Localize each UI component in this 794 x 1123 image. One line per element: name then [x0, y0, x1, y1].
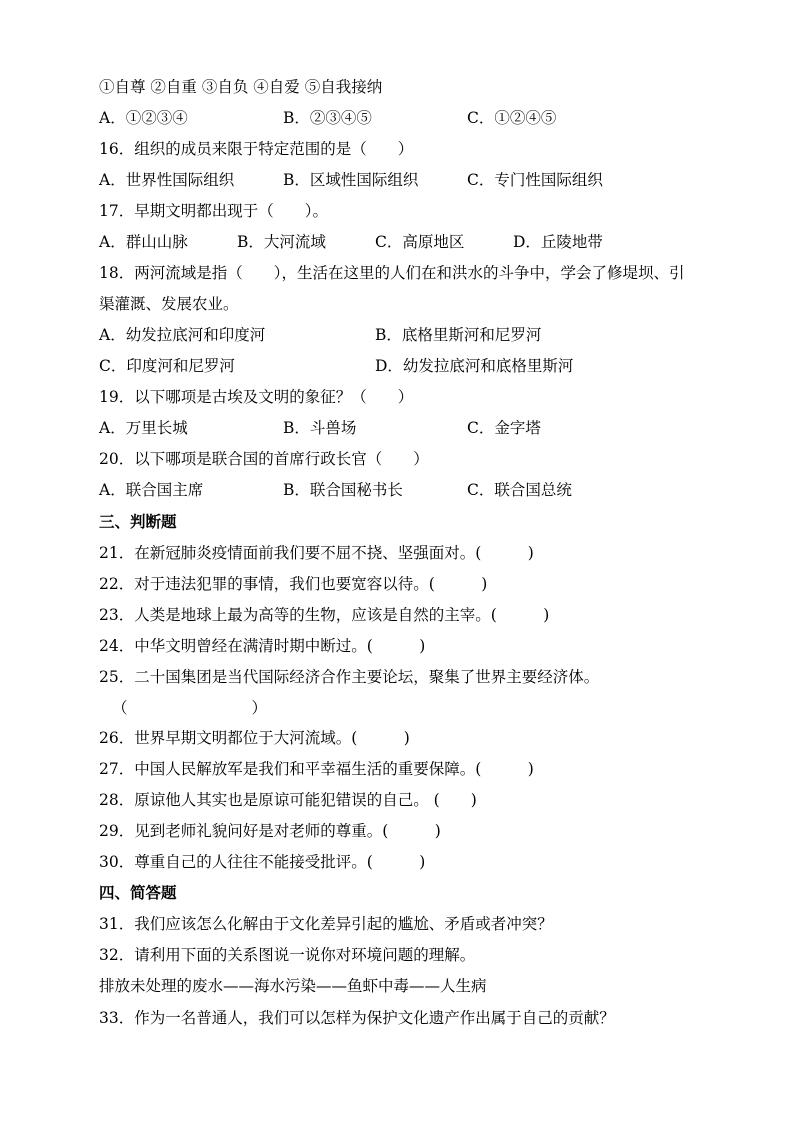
q18-option-c: C．印度河和尼罗河	[99, 357, 235, 375]
q20-option-a: A．联合国主席	[99, 481, 204, 499]
q17-stem: 17．早期文明都出现于（ ）。	[99, 202, 328, 220]
q18-stem-line2: 渠灌溉、发展农业。	[99, 295, 239, 313]
short-item-32: 32．请利用下面的关系图说一说你对环境问题的理解。	[99, 946, 476, 964]
q17-option-b: B．大河流域	[237, 233, 326, 251]
q19-option-c: C．金字塔	[467, 419, 541, 437]
q18-option-a: A．幼发拉底河和印度河	[99, 326, 266, 344]
q19-option-b: B．斗兽场	[283, 419, 357, 437]
judge-item-21: 21．在新冠肺炎疫情面前我们要不屈不挠、坚强面对。( )	[99, 544, 534, 562]
relationship-chain: 排放未处理的废水——海水污染——鱼虾中毒——人生病	[99, 977, 487, 995]
q15-option-c: C．①②④⑤	[467, 109, 557, 127]
q18-option-b: B．底格里斯河和尼罗河	[375, 326, 542, 344]
section-heading-short-answer: 四、简答题	[99, 884, 177, 902]
short-item-33: 33．作为一名普通人，我们可以怎样为保护文化遗产作出属于自己的贡献？	[99, 1009, 615, 1027]
judge-item-28: 28．原谅他人其实也是原谅可能犯错误的自己。 ( )	[99, 791, 477, 809]
q19-option-a: A．万里长城	[99, 419, 188, 437]
q20-option-b: B．联合国秘书长	[283, 481, 403, 499]
judge-item-22: 22．对于违法犯罪的事情，我们也要宽容以待。( )	[99, 575, 488, 593]
q15-option-b: B．②③④⑤	[283, 109, 372, 127]
judge-item-24: 24．中华文明曾经在满清时期中断过。( )	[99, 637, 426, 655]
judge-item-27: 27．中国人民解放军是我们和平幸福生活的重要保障。( )	[99, 760, 534, 778]
judge-item-23: 23．人类是地球上最为高等的生物，应该是自然的主宰。( )	[99, 606, 550, 624]
q17-option-a: A．群山山脉	[99, 233, 188, 251]
q18-option-d: D．幼发拉底河和底格里斯河	[375, 357, 574, 375]
q15-option-a: A．①②③④	[99, 109, 188, 127]
q16-option-b: B．区域性国际组织	[283, 171, 419, 189]
q20-option-c: C．联合国总统	[467, 481, 572, 499]
q15-choices-list: ①自尊 ②自重 ③自负 ④自爱 ⑤自我接纳	[99, 78, 383, 96]
judge-item-29: 29．见到老师礼貌问好是对老师的尊重。( )	[99, 822, 441, 840]
judge-item-26: 26．世界早期文明都位于大河流域。( )	[99, 729, 410, 747]
judge-item-30: 30．尊重自己的人往往不能接受批评。( )	[99, 853, 426, 871]
short-item-31: 31．我们应该怎么化解由于文化差异引起的尴尬、矛盾或者冲突？	[99, 915, 553, 933]
judge-item-25-answer-blank: （ ）	[112, 699, 268, 717]
q17-option-d: D．丘陵地带	[513, 233, 603, 251]
q19-stem: 19．以下哪项是古埃及文明的象征？（ ）	[99, 388, 414, 406]
q18-stem-line1: 18．两河流域是指（ ），生活在这里的人们在和洪水的斗争中，学会了修堤坝、引	[99, 264, 685, 282]
q16-option-a: A．世界性国际组织	[99, 171, 235, 189]
q16-stem: 16．组织的成员来限于特定范围的是（ ）	[99, 140, 414, 158]
q17-option-c: C．高原地区	[375, 233, 465, 251]
q20-stem: 20．以下哪项是联合国的首席行政长官（ ）	[99, 450, 429, 468]
section-heading-judgement: 三、判断题	[99, 513, 177, 531]
judge-item-25: 25．二十国集团是当代国际经济合作主要论坛，聚集了世界主要经济体。	[99, 668, 600, 686]
q16-option-c: C．专门性国际组织	[467, 171, 603, 189]
